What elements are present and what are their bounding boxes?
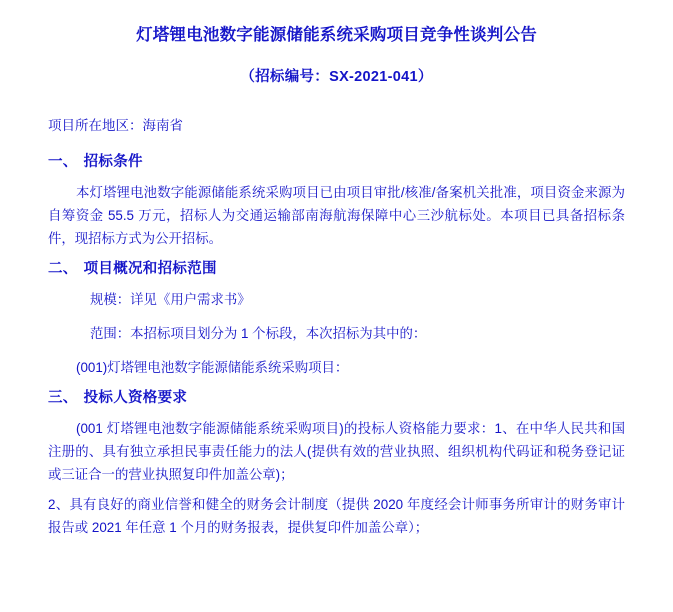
section-number-2: 二、 — [48, 261, 78, 278]
project-location-label: 项目所在地区： — [48, 118, 143, 134]
tender-number: （招标编号：SX-2021-041） — [240, 69, 433, 86]
section-2-paragraph-2: 范围：本招标项目划分为 1 个标段，本次招标为其中的： — [90, 326, 427, 342]
section-title-1: 招标条件 — [83, 154, 143, 171]
section-3-paragraph-1: (001 灯塔锂电池数字能源储能系统采购项目)的投标人资格能力要求：1、在中华人民共和国注册的、具有独立承担民事责任能力的法人(提供有效的营业执照、组织机构代码证和税务登记证或三证合一的营业执照复印件加盖公章)； — [48, 421, 625, 483]
section-3-paragraph-2: 2、具有良好的商业信誉和健全的财务会计制度（提供 2020 年度经会计师事务所审计的财务审计报告或 2021 年任意 1 个月的财务报表，提供复印件加盖公章）； — [48, 497, 625, 536]
title-body-spacer — [48, 86, 625, 116]
document-page — [0, 24, 673, 612]
page-title: 灯塔锂电池数字能源储能系统采购项目竞争性谈判公告 — [136, 26, 537, 44]
section-title-3: 投标人资格要求 — [83, 390, 188, 407]
section-2-paragraph-1: 规模：详见《用户需求书》 — [90, 292, 251, 308]
section-number-1: 一、 — [48, 154, 78, 171]
section-number-3: 三、 — [48, 390, 78, 407]
project-location-line — [48, 116, 625, 137]
section-heading-2 — [48, 257, 625, 278]
project-location-value: 海南省 — [142, 118, 183, 134]
section-2-paragraph-3: (001)灯塔锂电池数字能源储能系统采购项目： — [76, 360, 349, 376]
section-title-2: 项目概况和招标范围 — [83, 261, 217, 278]
section-heading-1 — [48, 150, 625, 171]
section-1-paragraph-1: 本灯塔锂电池数字能源储能系统采购项目已由项目审批/核准/备案机关批准，项目资金来源为自筹资金 55.5 万元，招标人为交通运输部南海航海保障中心三沙航标处。本项目已具备招标条件，现招标方式为公开招标。 — [48, 185, 625, 247]
section-heading-3 — [48, 386, 625, 407]
